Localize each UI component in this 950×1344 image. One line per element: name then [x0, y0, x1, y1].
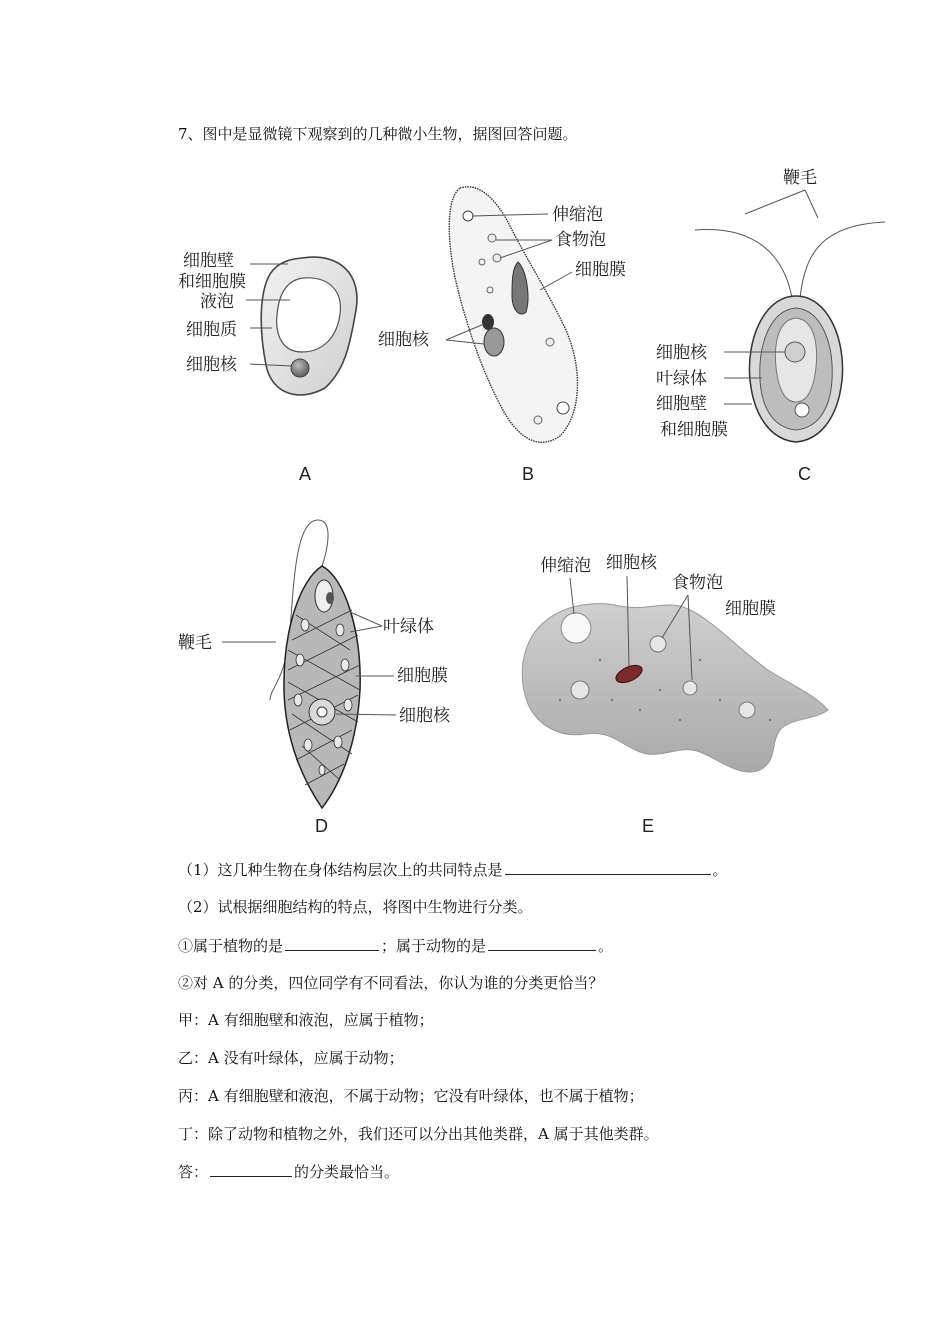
question-2a — [178, 935, 613, 956]
answer-line — [178, 1161, 399, 1182]
figure-letter-e: E — [642, 816, 655, 836]
q1-text: （1）这几种生物在身体结构层次上的共同特点是 — [178, 861, 503, 879]
q2a-mid: ；属于动物的是 — [381, 937, 487, 955]
q1-answer-blank[interactable] — [505, 859, 711, 875]
label-c-cell-wall-2: 和细胞膜 — [660, 420, 728, 440]
figure-letter-d: D — [315, 816, 328, 836]
label-b-contractile-vacuole: 伸缩泡 — [552, 205, 603, 225]
opinion-jia: 甲：A 有细胞壁和液泡，应属于植物； — [178, 1011, 434, 1029]
chlamydomonas-nucleus — [785, 342, 805, 362]
paramecium-nucleus — [482, 314, 494, 330]
label-c-nucleus: 细胞核 — [656, 343, 707, 363]
label-c-flagella: 鞭毛 — [783, 168, 817, 188]
opinion-ding: 丁：除了动物和植物之外，我们还可以分出其他类群，A 属于其他类群。 — [178, 1125, 659, 1143]
figure-a — [178, 251, 357, 484]
label-b-food-vacuole: 食物泡 — [555, 230, 606, 250]
q1-suffix: 。 — [712, 861, 728, 879]
question-2b: ②对 A 的分类，四位同学有不同看法，你认为谁的分类更恰当？ — [178, 974, 604, 992]
figure-b — [378, 187, 626, 484]
question-2: （2）试根据细胞结构的特点，将图中生物进行分类。 — [178, 898, 533, 916]
figure-c — [656, 168, 885, 484]
figure-letter-c: C — [798, 464, 811, 484]
animal-answer-blank[interactable] — [488, 935, 596, 951]
label-a-cell-wall-2: 和细胞膜 — [178, 272, 246, 292]
q2a-suffix: 。 — [598, 937, 614, 955]
figure-d — [178, 520, 451, 836]
label-e-contractile-vacuole: 伸缩泡 — [540, 556, 591, 576]
label-e-nucleus: 细胞核 — [606, 553, 657, 573]
label-d-chloroplast: 叶绿体 — [383, 617, 434, 637]
figure-letter-a: A — [299, 464, 312, 484]
yeast-nucleus — [291, 359, 309, 377]
plant-answer-blank[interactable] — [285, 935, 379, 951]
label-b-membrane: 细胞膜 — [575, 260, 626, 280]
opinion-bing: 丙：A 有细胞壁和液泡，不属于动物；它没有叶绿体，也不属于植物； — [178, 1087, 644, 1105]
answer-suffix: 的分类最恰当。 — [294, 1163, 400, 1181]
label-d-membrane: 细胞膜 — [397, 666, 448, 686]
label-a-vacuole: 液泡 — [200, 292, 234, 312]
label-a-nucleus: 细胞核 — [186, 355, 237, 375]
label-a-cytoplasm: 细胞质 — [186, 320, 237, 340]
answer-prefix: 答： — [178, 1163, 209, 1181]
figure-e — [522, 553, 828, 836]
q2a-text: ①属于植物的是 — [178, 937, 284, 955]
label-c-chloroplast: 叶绿体 — [656, 369, 707, 389]
label-d-flagellum: 鞭毛 — [178, 633, 212, 653]
figure-letter-b: B — [522, 464, 535, 484]
label-a-cell-wall: 细胞壁 — [183, 251, 234, 271]
label-d-nucleus: 细胞核 — [399, 706, 450, 726]
label-b-nucleus: 细胞核 — [378, 330, 429, 350]
question-1 — [178, 859, 728, 880]
question-title: 7、图中是显微镜下观察到的几种微小生物，据图回答问题。 — [178, 125, 578, 143]
opinion-yi: 乙：A 没有叶绿体，应属于动物； — [178, 1049, 404, 1067]
label-e-membrane: 细胞膜 — [725, 599, 776, 619]
label-c-cell-wall: 细胞壁 — [656, 394, 707, 414]
answer-blank[interactable] — [210, 1161, 292, 1177]
label-e-food-vacuole: 食物泡 — [672, 573, 723, 593]
amoeba-contractile-vacuole — [561, 613, 591, 643]
